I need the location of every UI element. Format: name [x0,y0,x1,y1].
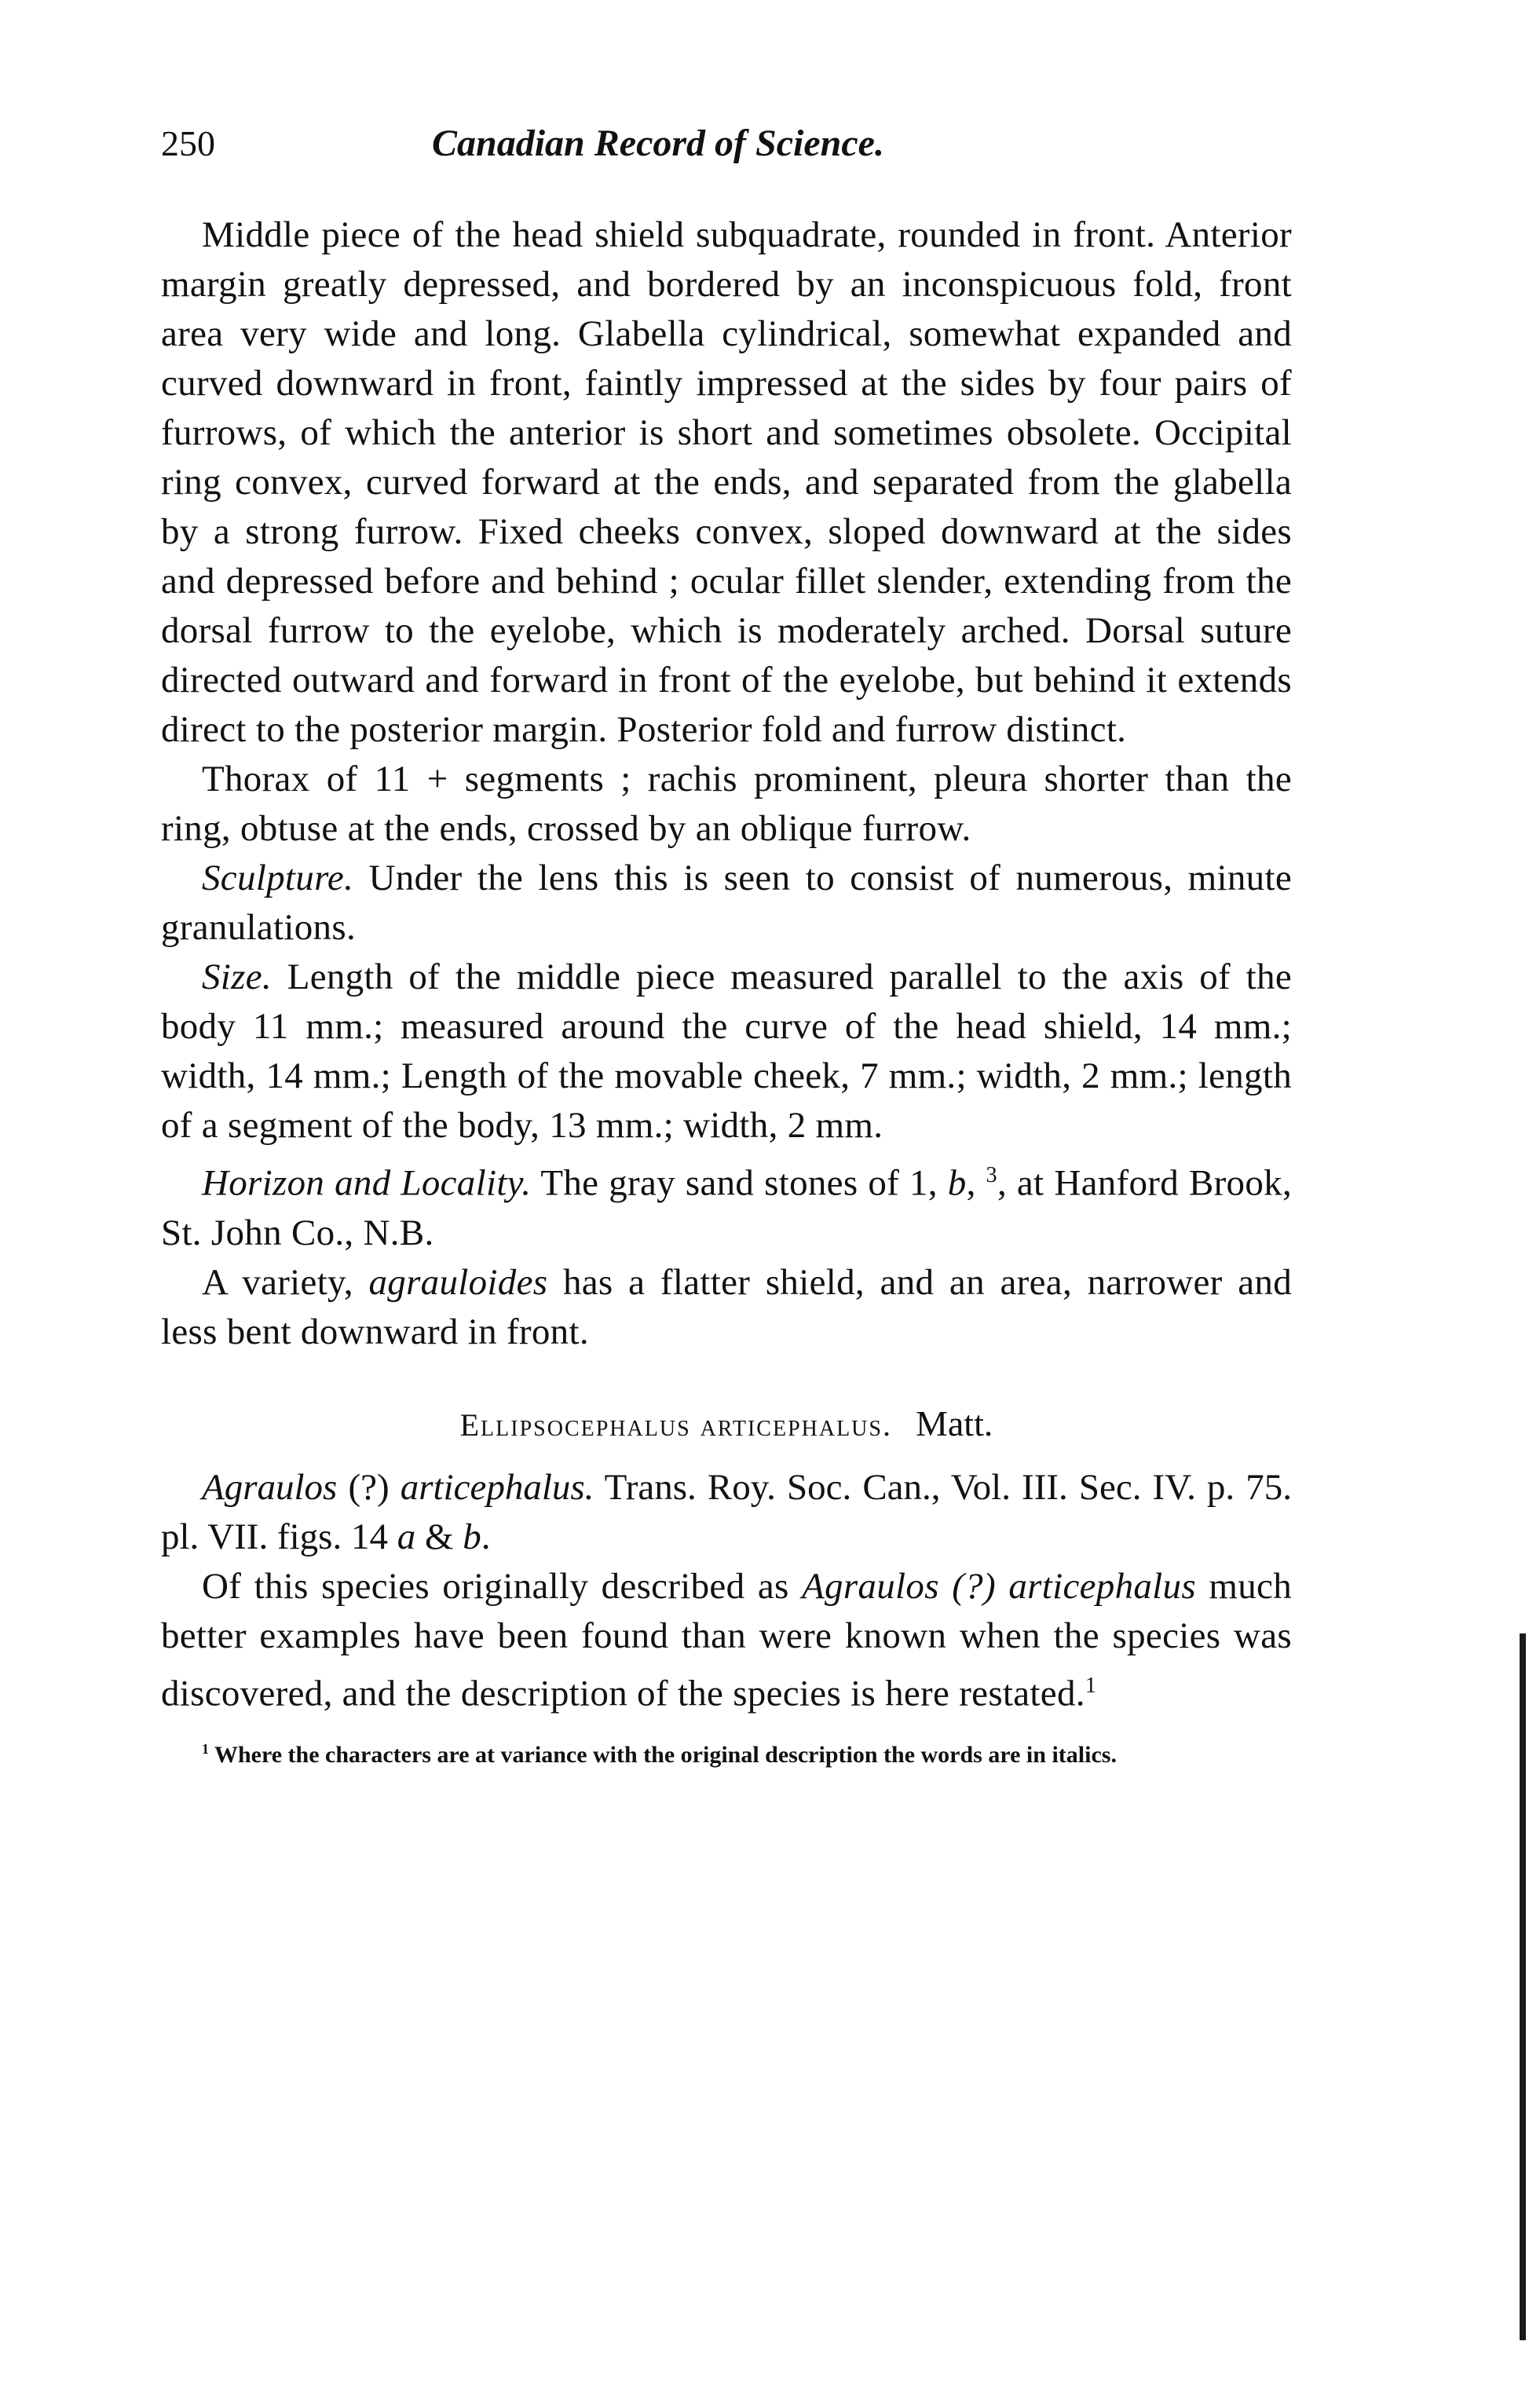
horizon-paragraph [161,1150,1292,1258]
page-edge-shadow [1520,1633,1526,2340]
synonymy-fig-a: a [397,1516,416,1557]
variety-lead: A variety, [202,1261,369,1303]
sculpture-label: Sculpture. [202,858,354,898]
closing-name: Agraulos (?) articephalus [802,1565,1196,1607]
size-label: Size. [202,957,272,997]
horizon-text-b: b [947,1162,967,1204]
footnote-text: Where the characters are at variance with the original description the words are in italics. [209,1742,1117,1769]
variety-text: has a flatter shield, and an area, narrower and less bent downward in front. [161,1261,1293,1352]
synonymy-query: (?) [337,1466,401,1508]
footnote [161,1736,1292,1769]
species-heading [161,1403,1292,1444]
species-author: Matt. [915,1403,993,1443]
thorax-paragraph: Thorax of 11 + segments ; rachis prominent, pleura shorter than the ring, obtuse at the ends, crossed by an oblique furrow. [161,759,1292,849]
synonymy-fig-b: b [463,1516,481,1557]
footnote-marker: 1 [202,1741,209,1758]
horizon-text-d: , at Hanford Brook, St. John Co., N.B. [161,1162,1292,1253]
running-title: Canadian Record of Science. [432,123,884,164]
horizon-text-c: , [966,1162,986,1204]
document-page [161,122,1292,1769]
closing-paragraph [161,1562,1292,1719]
size-paragraph [161,953,1292,1150]
sculpture-paragraph [161,854,1292,953]
horizon-text-a: The gray sand stones of 1, [531,1162,948,1204]
closing-text-a: Of this species originally described as [202,1565,803,1607]
species-name: Ellipsocephalus articephalus. [459,1406,892,1443]
variety-name: agrauloides [368,1261,548,1303]
page-number: 250 [161,123,215,163]
synonymy-amp: & [415,1516,463,1557]
synonymy-genus: Agraulos [202,1466,338,1508]
synonymy-paragraph [161,1463,1292,1562]
closing-text-b: much better examples have been found than were known when the species was discovered, and the description of the species is here restated. [161,1565,1292,1714]
variety-paragraph [161,1258,1292,1357]
description-paragraph: Middle piece of the head shield subquadrate, rounded in front. Anterior margin greatly depressed, and bordered by an inconspicuous fold, front area very wide and long. Glabella cylindrical, somewhat expanded and curved downward in front, faintly impressed at the sides by four pairs of furrows, of which the anterior is short and sometimes obsolete. Occipital ring convex, curved forward at the ends, and separated from the glabella by a strong furrow. Fixed cheeks convex, sloped downward at the sides and depressed before and behind ; ocular fillet slender, extending from the dorsal furrow to the eyelobe, which is moderately arched. Dorsal suture directed outward and forward in front of the eyelobe, but behind it extends direct to the posterior margin. Posterior fold and furrow distinct. [161,214,1292,750]
synonymy-citation: Trans. Roy. Soc. Can., Vol. III. Sec. IV. p. 75. pl. VII. figs. 14 [161,1466,1292,1557]
horizon-sup: 3 [986,1163,997,1187]
closing-footnote-ref: 1 [1085,1673,1097,1698]
synonymy-end: . [481,1516,491,1557]
size-text: Length of the middle piece measured parallel to the axis of the body 11 mm.; measured around the curve of the head shield, 14 mm.; width, 14 mm.; Length of the movable cheek, 7 mm.; width, 2 mm.; length of a segment of the body, 13 mm.; width, 2 mm. [161,957,1292,1146]
page-header [161,122,1292,185]
synonymy-species: articephalus. [400,1466,594,1508]
horizon-label: Horizon and Locality. [202,1162,532,1204]
body-text [161,210,1292,1769]
sculpture-text: Under the lens this is seen to consist of numerous, minute granulations. [161,858,1292,948]
